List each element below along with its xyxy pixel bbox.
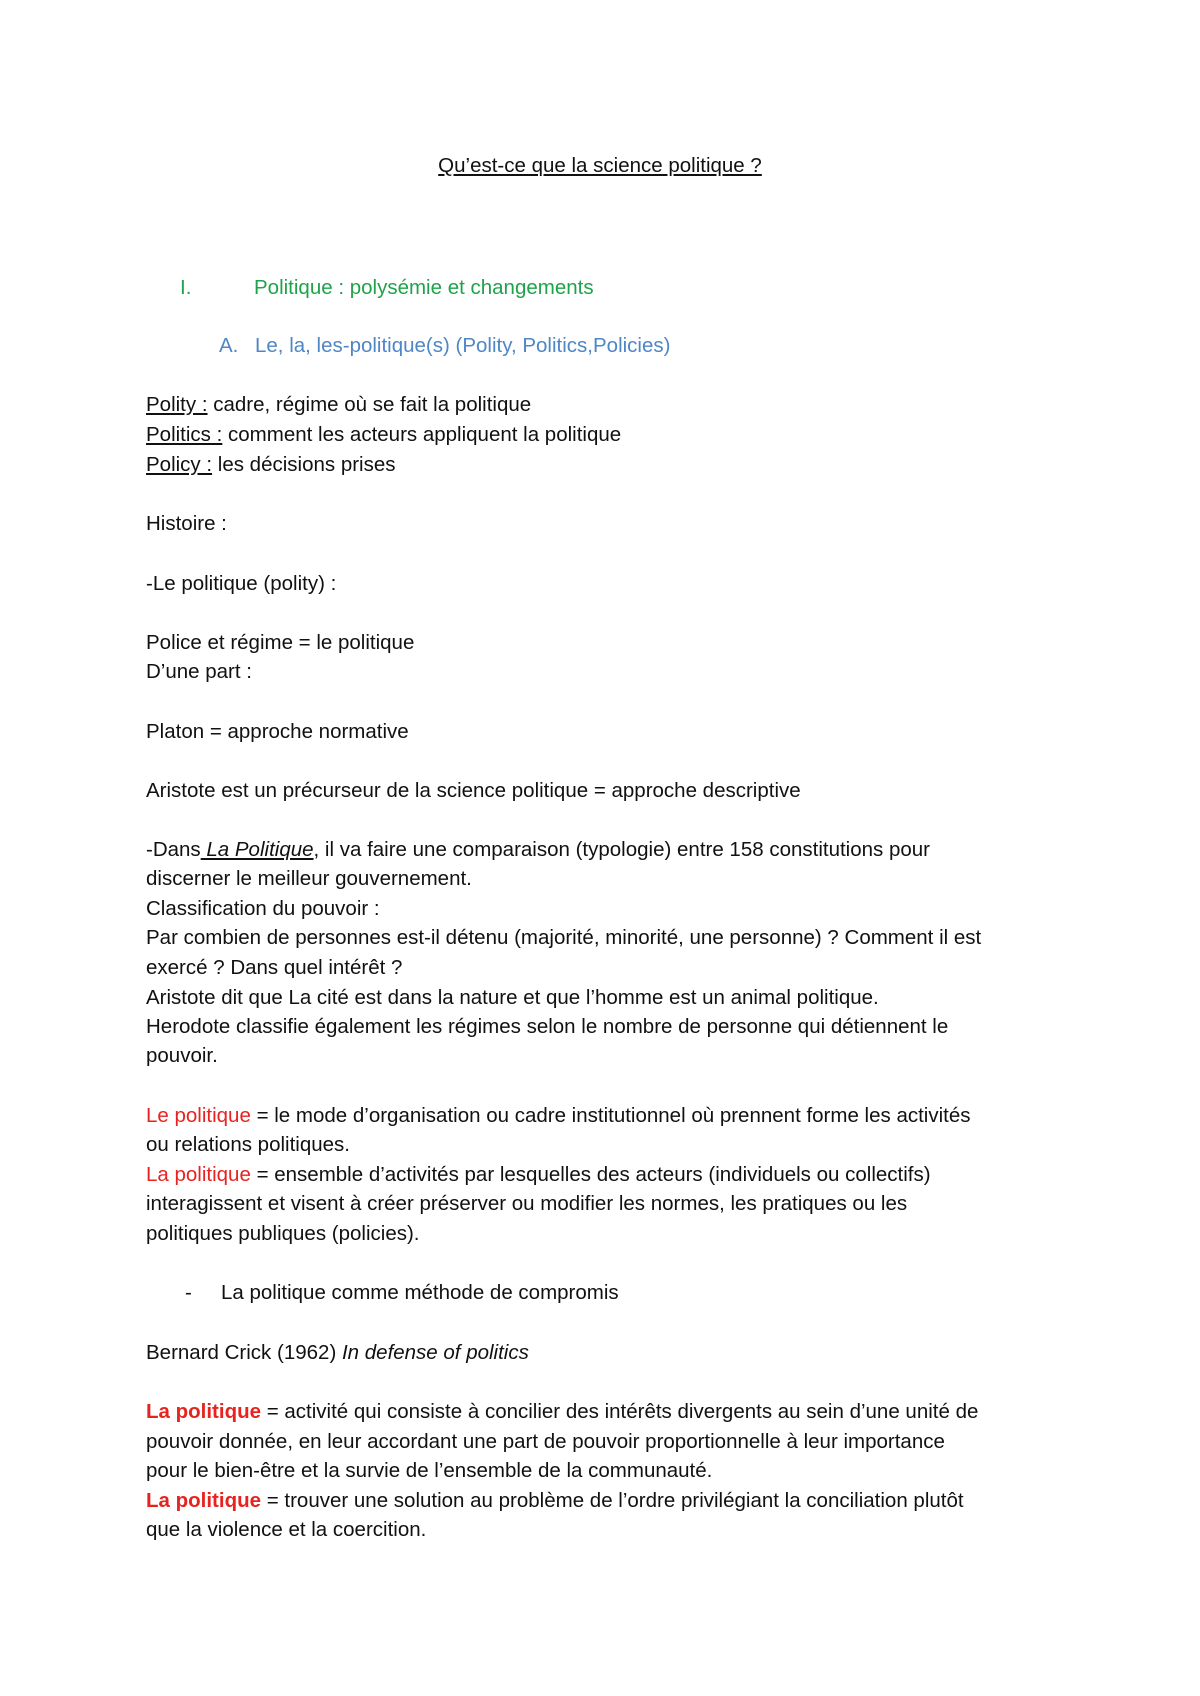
- work-title: La Politique: [200, 838, 314, 861]
- par-combien-line-1: Par combien de personnes est-il détenu (majorité, minorité, une personne) ? Comment il est: [146, 926, 982, 949]
- dune-part-line: D’une part :: [146, 660, 252, 683]
- crick-def-1-line-2: pouvoir donnée, en leur accordant une part de pouvoir proportionnelle à leur importance: [146, 1430, 945, 1453]
- definition-text: comment les acteurs appliquent la politique: [222, 423, 622, 446]
- def-le-politique-line-1: [146, 1103, 971, 1129]
- platon-line: Platon = approche normative: [146, 720, 409, 743]
- def-text: = activité qui consiste à concilier des intérêts divergents au sein d’une unité de: [261, 1400, 979, 1423]
- dans-line-1: [146, 837, 930, 863]
- def-text: = le mode d’organisation ou cadre institutionnel où prennent forme les activités: [250, 1104, 971, 1127]
- def-le-politique-line-2: ou relations politiques.: [146, 1133, 350, 1156]
- bullet-text: La politique comme méthode de compromis: [221, 1281, 619, 1304]
- def-la-politique-line-3: politiques publiques (policies).: [146, 1222, 420, 1245]
- def-term: La politique: [146, 1489, 262, 1512]
- definition-policy: [146, 452, 396, 478]
- def-term: La politique: [146, 1163, 251, 1186]
- dans-prefix: -Dans: [146, 838, 201, 861]
- def-term: La politique: [146, 1400, 262, 1423]
- herodote-line-1: Herodote classifie également les régimes selon le nombre de personne qui détiennent le: [146, 1015, 949, 1038]
- dans-text: , il va faire une comparaison (typologie) entre 158 constitutions pour: [313, 838, 931, 861]
- herodote-line-2: pouvoir.: [146, 1044, 218, 1067]
- crick-reference: [146, 1340, 529, 1366]
- par-combien-line-2: exercé ? Dans quel intérêt ?: [146, 956, 403, 979]
- def-text: = trouver une solution au problème de l’ordre privilégiant la conciliation plutôt: [261, 1489, 964, 1512]
- bullet-marker: -: [185, 1281, 192, 1304]
- definition-text: les décisions prises: [212, 453, 396, 476]
- crick-def-2-line-2: que la violence et la coercition.: [146, 1518, 427, 1541]
- dans-line-2: discerner le meilleur gouvernement.: [146, 867, 472, 890]
- crick-author: Bernard Crick (1962): [146, 1341, 342, 1364]
- definition-text: cadre, régime où se fait la politique: [207, 393, 532, 416]
- classification-line: Classification du pouvoir :: [146, 897, 380, 920]
- crick-def-1-line-3: pour le bien-être et la survie de l’ensemble de la communauté.: [146, 1459, 713, 1482]
- definition-term: Politics :: [146, 423, 223, 446]
- bullet-item: [185, 1280, 619, 1306]
- crick-def-2-line-1: [146, 1488, 964, 1514]
- subsection-a-title: Le, la, les-politique(s) (Polity, Politics,Policies): [255, 334, 671, 357]
- section-1-title: Politique : polysémie et changements: [254, 276, 594, 299]
- crick-def-1-line-1: [146, 1399, 978, 1425]
- def-text: = ensemble d’activités par lesquelles des acteurs (individuels ou collectifs): [250, 1163, 931, 1186]
- def-la-politique-line-1: [146, 1162, 931, 1188]
- definition-term: Policy :: [146, 453, 213, 476]
- histoire-label: Histoire :: [146, 512, 227, 535]
- section-1-marker: I.: [180, 276, 192, 299]
- def-term: Le politique: [146, 1104, 251, 1127]
- document-title: Qu’est-ce que la science politique ?: [438, 154, 762, 177]
- definition-term: Polity :: [146, 393, 208, 416]
- subsection-a-heading: [219, 333, 670, 359]
- section-1-heading: [180, 275, 594, 301]
- definition-polity: [146, 392, 531, 418]
- police-regime-line: Police et régime = le politique: [146, 631, 415, 654]
- subsection-a-marker: A.: [219, 334, 239, 357]
- aristote-cite-line: Aristote dit que La cité est dans la nature et que l’homme est un animal politique.: [146, 986, 879, 1009]
- aristote-line: Aristote est un précurseur de la science politique = approche descriptive: [146, 779, 801, 802]
- le-politique-heading: -Le politique (polity) :: [146, 572, 337, 595]
- definition-politics: [146, 422, 621, 448]
- def-la-politique-line-2: interagissent et visent à créer préserver ou modifier les normes, les pratiques ou les: [146, 1192, 908, 1215]
- crick-work: In defense of politics: [341, 1341, 529, 1364]
